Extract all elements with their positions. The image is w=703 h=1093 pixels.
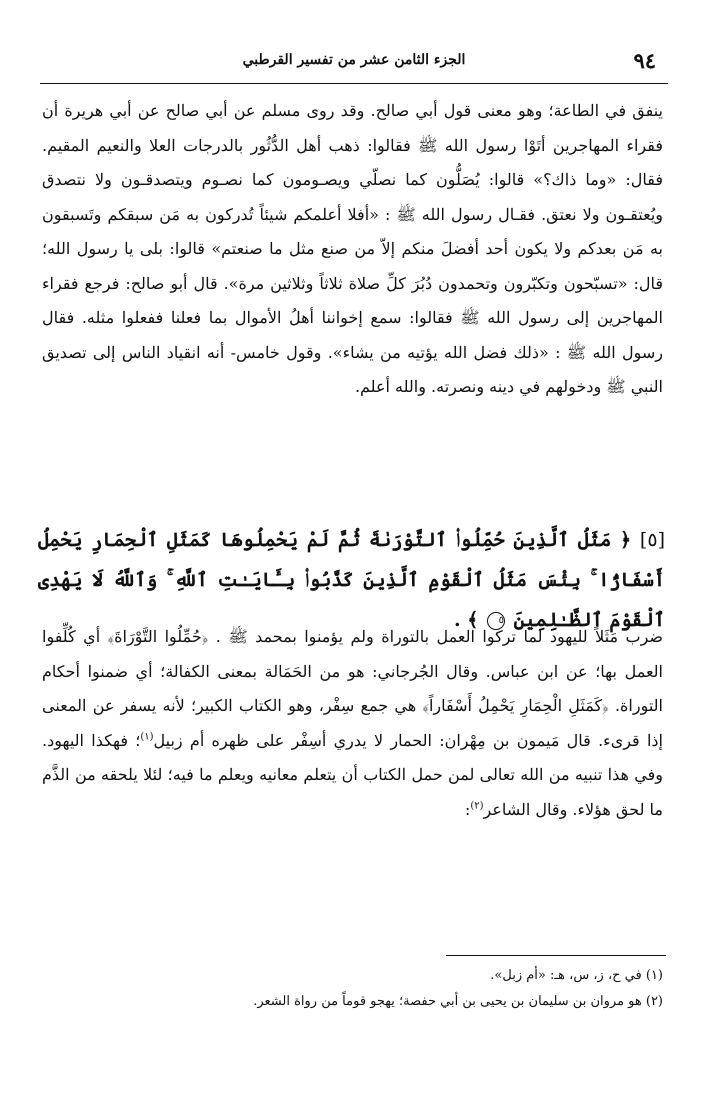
footnotes (42, 963, 663, 1015)
header-rule (40, 83, 668, 84)
footnote-separator (446, 955, 666, 956)
verse-text: ﴿ مَثَلُ ٱلَّذِينَ حُمِّلُوا۟ ٱلتَّوْرَىٰةَ ثُمَّ لَمْ يَحْمِلُوهَا كَمَثَلِ ٱلْحِمَارِ يَحْمِلُ أَسْفَارًۢا ۚ بِئْسَ مَثَلُ ٱلْقَوْمِ ٱلَّذِينَ كَذَّبُوا۟ بِـَٔايَـٰتِ ٱللَّهِ ۚ وَٱللَّهُ لَا يَهْدِى ٱلْقَوْمَ ٱلظَّـٰلِمِينَ (38, 529, 665, 631)
verse-number: [٥] (639, 529, 665, 551)
footnote-1: (١) في ح، ز، س، هـ: «أم زبل». (490, 968, 663, 983)
verse-close-bracket: ﴾ . (454, 609, 479, 631)
running-title: الجزء الثامن عشر من تفسير القرطبي (242, 52, 466, 68)
footnote-2: (٢) هو مروان بن سليمان بن يحيى بن أبي حفصة؛ يهجو قوماً من رواة الشعر. (253, 994, 663, 1009)
commentary-text-part1: ضرب مَثَلاً لليهود لما تركوا العمل بالتوراة ولم يؤمنوا بمحمد ﷺ . ﴿حُمِّلُوا التَّوْرَاةَ﴾ أي كُلِّفوا العمل بها؛ عن ابن عباس. وقال الجُرجاني: هو من الحَمَالة بمعنى الكفالة؛ أي ضمنوا أحكام التوراة. ﴿كَمَثَلِ الْحِمَارِ يَحْمِلُ أَسْفَاراً﴾ هي جمع سِفْر، وهو الكتاب الكبير؛ لأنه يسفر عن المعنى إذا قرىء. قال مَيمون بن مِهْران: الحمار لا يدري أسِفْر على ظهره أم زبيل (42, 627, 663, 750)
footnote-ref-1[interactable]: (١) (140, 731, 154, 743)
page-header (40, 44, 668, 84)
verse-end-mark: ٥ (487, 612, 505, 630)
footnote-ref-2[interactable]: (٢) (470, 800, 484, 812)
commentary-text-part2: ؛ فهكذا اليهود. وفي هذا تنبيه من الله تعالى لمن حمل الكتاب أن يتعلم معانيه ويعلم ما فيه؛ لئلا يلحقه من الذَّم ما لحق هؤلاء. وقال الشاعر (42, 730, 663, 819)
commentary-text-part3: : (464, 799, 471, 819)
page-number: ٩٤ (633, 48, 656, 73)
paragraph-commentary (42, 620, 663, 827)
paragraph-hadith: ينفق في الطاعة؛ وهو معنى قول أبي صالح. وقد روى مسلم عن أبي صالح عن أبي هريرة أن فقراء المهاجرين أتَوْا رسول الله ﷺ فقالوا: ذهب أهل الدُّثُور بالدرجات العلا والنعيم المقيم. فقال: «وما ذاك؟» قالوا: يُصَلُّون كما نصلّي ويصـومون كما نصـوم ويتصدقـون ولا نتصدق ويُعتقـون ولا نعتق. فقـال رسول الله ﷺ : «أفلا أعلمكم شيئاً تُدركون به مَن سبقكم وتَسبقون به مَن بعدكم ولا يكون أحد أفضلَ منكم إلاّ من صنع مثل ما صنعتم» قالوا: بلى يا رسول الله؛ قال: «تسبّحون وتكبّرون وتحمدون دُبُرَ كلِّ صلاة ثلاثاً وثلاثين مرة». قال أبو صالح: فرجع فقراء المهاجرين إلى رسول الله ﷺ فقالوا: سمع إخواننا أهلُ الأموال بما فعلنا ففعلوا مثله. فقال رسول الله ﷺ : «ذلك فضل الله يؤتيه من يشاء». وقول خامس- أنه انقياد الناس إلى تصديق النبي ﷺ ودخولهم في دينه ونصرته. والله أعلم. (42, 101, 663, 396)
